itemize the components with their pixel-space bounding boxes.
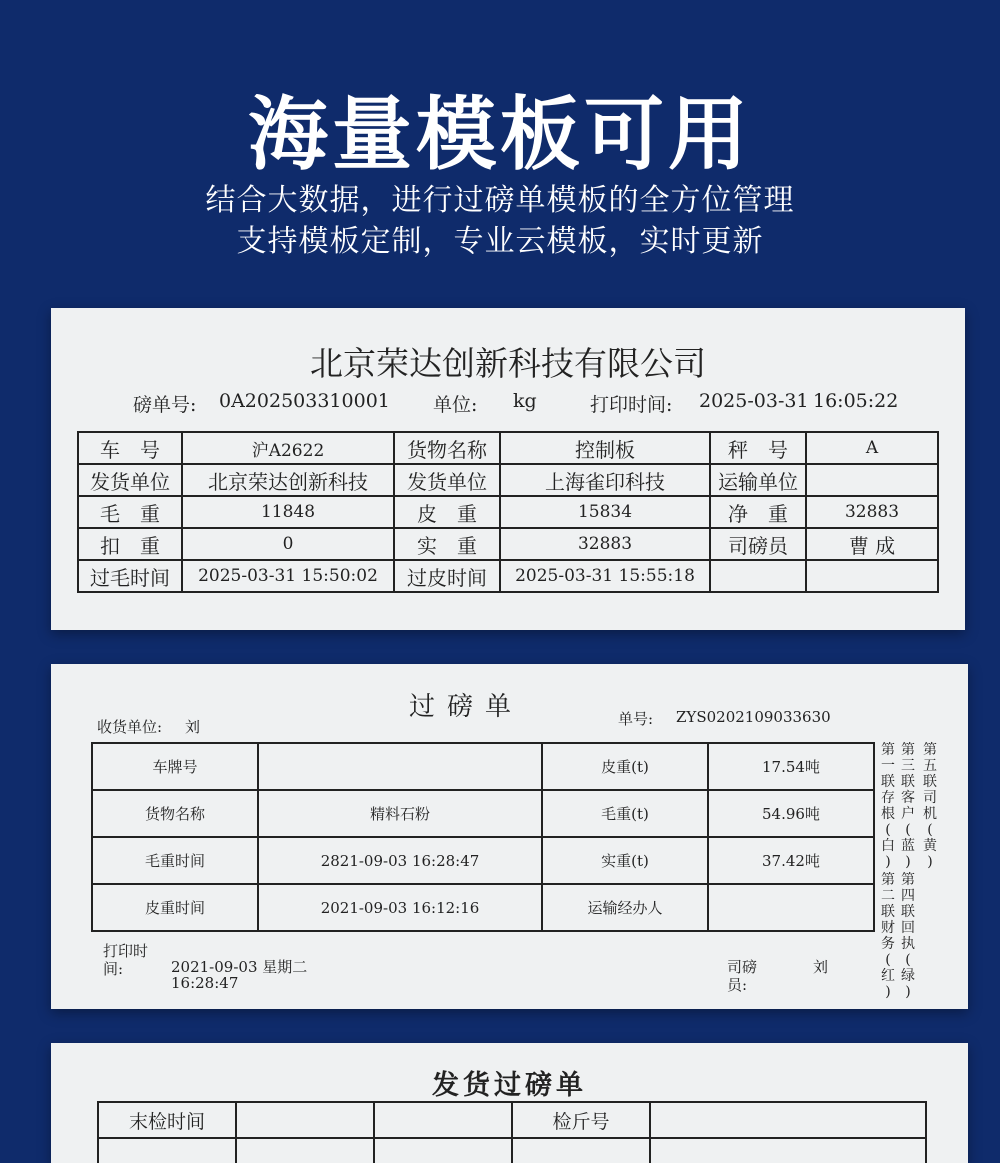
table-cell (258, 743, 542, 790)
print-date-value: 2025-03-31 (699, 390, 809, 412)
table-cell: 11848 (182, 496, 394, 528)
table-row (78, 496, 938, 528)
table-cell: 毛重时间 (92, 837, 258, 884)
table-cell (512, 1138, 650, 1163)
table-cell: 皮重(t) (542, 743, 708, 790)
unit-label: 单位: (433, 394, 478, 416)
ticket-no-label: 磅单号: (133, 394, 197, 416)
table-cell: A (806, 432, 938, 464)
table-cell: 货物名称 (92, 790, 258, 837)
table-cell: 发货单位 (78, 464, 182, 496)
table-cell (650, 1138, 926, 1163)
table-cell: 32883 (500, 528, 710, 560)
delivery-slip-title: 发货过磅单 (432, 1070, 587, 1101)
table-cell (650, 1102, 926, 1138)
table-cell: 司磅员 (710, 528, 806, 560)
hero-subtitle-line1: 结合大数据，进行过磅单模板的全方位管理 (205, 183, 795, 218)
table-cell: 发货单位 (394, 464, 500, 496)
table-cell: 运输经办人 (542, 884, 708, 931)
ticket-no-value: 0A202503310001 (219, 390, 390, 412)
table-cell: 皮 重 (394, 496, 500, 528)
template-card-weighing-slip[interactable] (51, 664, 968, 1009)
table-cell: 过皮时间 (394, 560, 500, 592)
table-cell: 控制板 (500, 432, 710, 464)
table-cell: 0 (182, 528, 394, 560)
hero-title: 海量模板可用 (248, 88, 752, 181)
table-row (78, 560, 938, 592)
table-cell (374, 1102, 512, 1138)
table-cell (374, 1138, 512, 1163)
table-cell (806, 560, 938, 592)
table-row (78, 464, 938, 496)
table-row (78, 528, 938, 560)
table-cell: 检斤号 (512, 1102, 650, 1138)
copy-label-1: 第 一 联 存 根 ( 白 ) (881, 742, 895, 870)
copy-label-3: 第 三 联 客 户 ( 蓝 ) (901, 742, 915, 870)
table-row (92, 790, 874, 837)
unit-value: kg (513, 390, 537, 412)
company-title: 北京荣达创新科技有限公司 (310, 344, 706, 383)
table-cell: 过毛时间 (78, 560, 182, 592)
print-time-label-line2: 间: (103, 960, 124, 978)
weigher-value: 刘 (813, 958, 829, 976)
table-cell: 毛重(t) (542, 790, 708, 837)
slip-title: 过磅单 (408, 692, 523, 722)
table-cell: 毛 重 (78, 496, 182, 528)
print-time-label: 打印时间: (590, 394, 673, 416)
weighing-table (77, 431, 939, 593)
table-row (92, 837, 874, 884)
table-cell (236, 1138, 374, 1163)
copy-label-4: 第 四 联 回 执 ( 绿 ) (901, 872, 915, 1000)
table-cell: 扣 重 (78, 528, 182, 560)
template-card-company-ticket[interactable] (51, 308, 965, 630)
print-time-value-line1: 2021-09-03 星期二 (171, 958, 308, 976)
print-time-value: 16:05:22 (813, 390, 899, 412)
table-cell: 2025-03-31 15:50:02 (182, 560, 394, 592)
table-cell: 秤 号 (710, 432, 806, 464)
table-cell: 末检时间 (98, 1102, 236, 1138)
table-cell: 沪A2622 (182, 432, 394, 464)
table-row (78, 432, 938, 464)
table-cell: 车牌号 (92, 743, 258, 790)
copy-label-5: 第 五 联 司 机 ( 黄 ) (923, 742, 937, 870)
hero-subtitle-line2: 支持模板定制，专业云模板，实时更新 (236, 224, 764, 259)
table-row (92, 743, 874, 790)
table-cell: 15834 (500, 496, 710, 528)
table-cell: 曹 成 (806, 528, 938, 560)
table-cell: 2025-03-31 15:55:18 (500, 560, 710, 592)
print-time-label-line1: 打印时 (103, 942, 149, 960)
table-cell (710, 560, 806, 592)
copy-label-2: 第 二 联 财 务 ( 红 ) (881, 872, 895, 1000)
weigher-label-line2: 员: (727, 976, 748, 994)
table-cell: 皮重时间 (92, 884, 258, 931)
table-cell: 17.54吨 (708, 743, 874, 790)
table-cell: 运输单位 (710, 464, 806, 496)
table-cell: 32883 (806, 496, 938, 528)
table-cell: 北京荣达创新科技 (182, 464, 394, 496)
slip-table (91, 742, 875, 932)
table-cell: 货物名称 (394, 432, 500, 464)
table-row (98, 1102, 926, 1138)
slip-no-value: ZYS0202109033630 (676, 708, 831, 726)
slip-no-label: 单号: (618, 710, 654, 728)
table-row (98, 1138, 926, 1163)
table-row (92, 884, 874, 931)
table-cell: 净 重 (710, 496, 806, 528)
table-cell (806, 464, 938, 496)
table-cell (236, 1102, 374, 1138)
weigher-label-line1: 司磅 (727, 958, 758, 976)
table-cell: 精料石粉 (258, 790, 542, 837)
table-cell (708, 884, 874, 931)
table-cell (98, 1138, 236, 1163)
print-time-value-line2: 16:28:47 (171, 974, 239, 992)
receiver-label: 收货单位: (97, 718, 163, 736)
receiver-value: 刘 (185, 718, 201, 736)
table-cell: 2821-09-03 16:28:47 (258, 837, 542, 884)
table-cell: 实 重 (394, 528, 500, 560)
table-cell: 车 号 (78, 432, 182, 464)
table-cell: 37.42吨 (708, 837, 874, 884)
table-cell: 54.96吨 (708, 790, 874, 837)
delivery-table (97, 1101, 927, 1163)
table-cell: 上海雀印科技 (500, 464, 710, 496)
template-card-delivery-slip[interactable] (51, 1043, 968, 1163)
table-cell: 2021-09-03 16:12:16 (258, 884, 542, 931)
table-cell: 实重(t) (542, 837, 708, 884)
